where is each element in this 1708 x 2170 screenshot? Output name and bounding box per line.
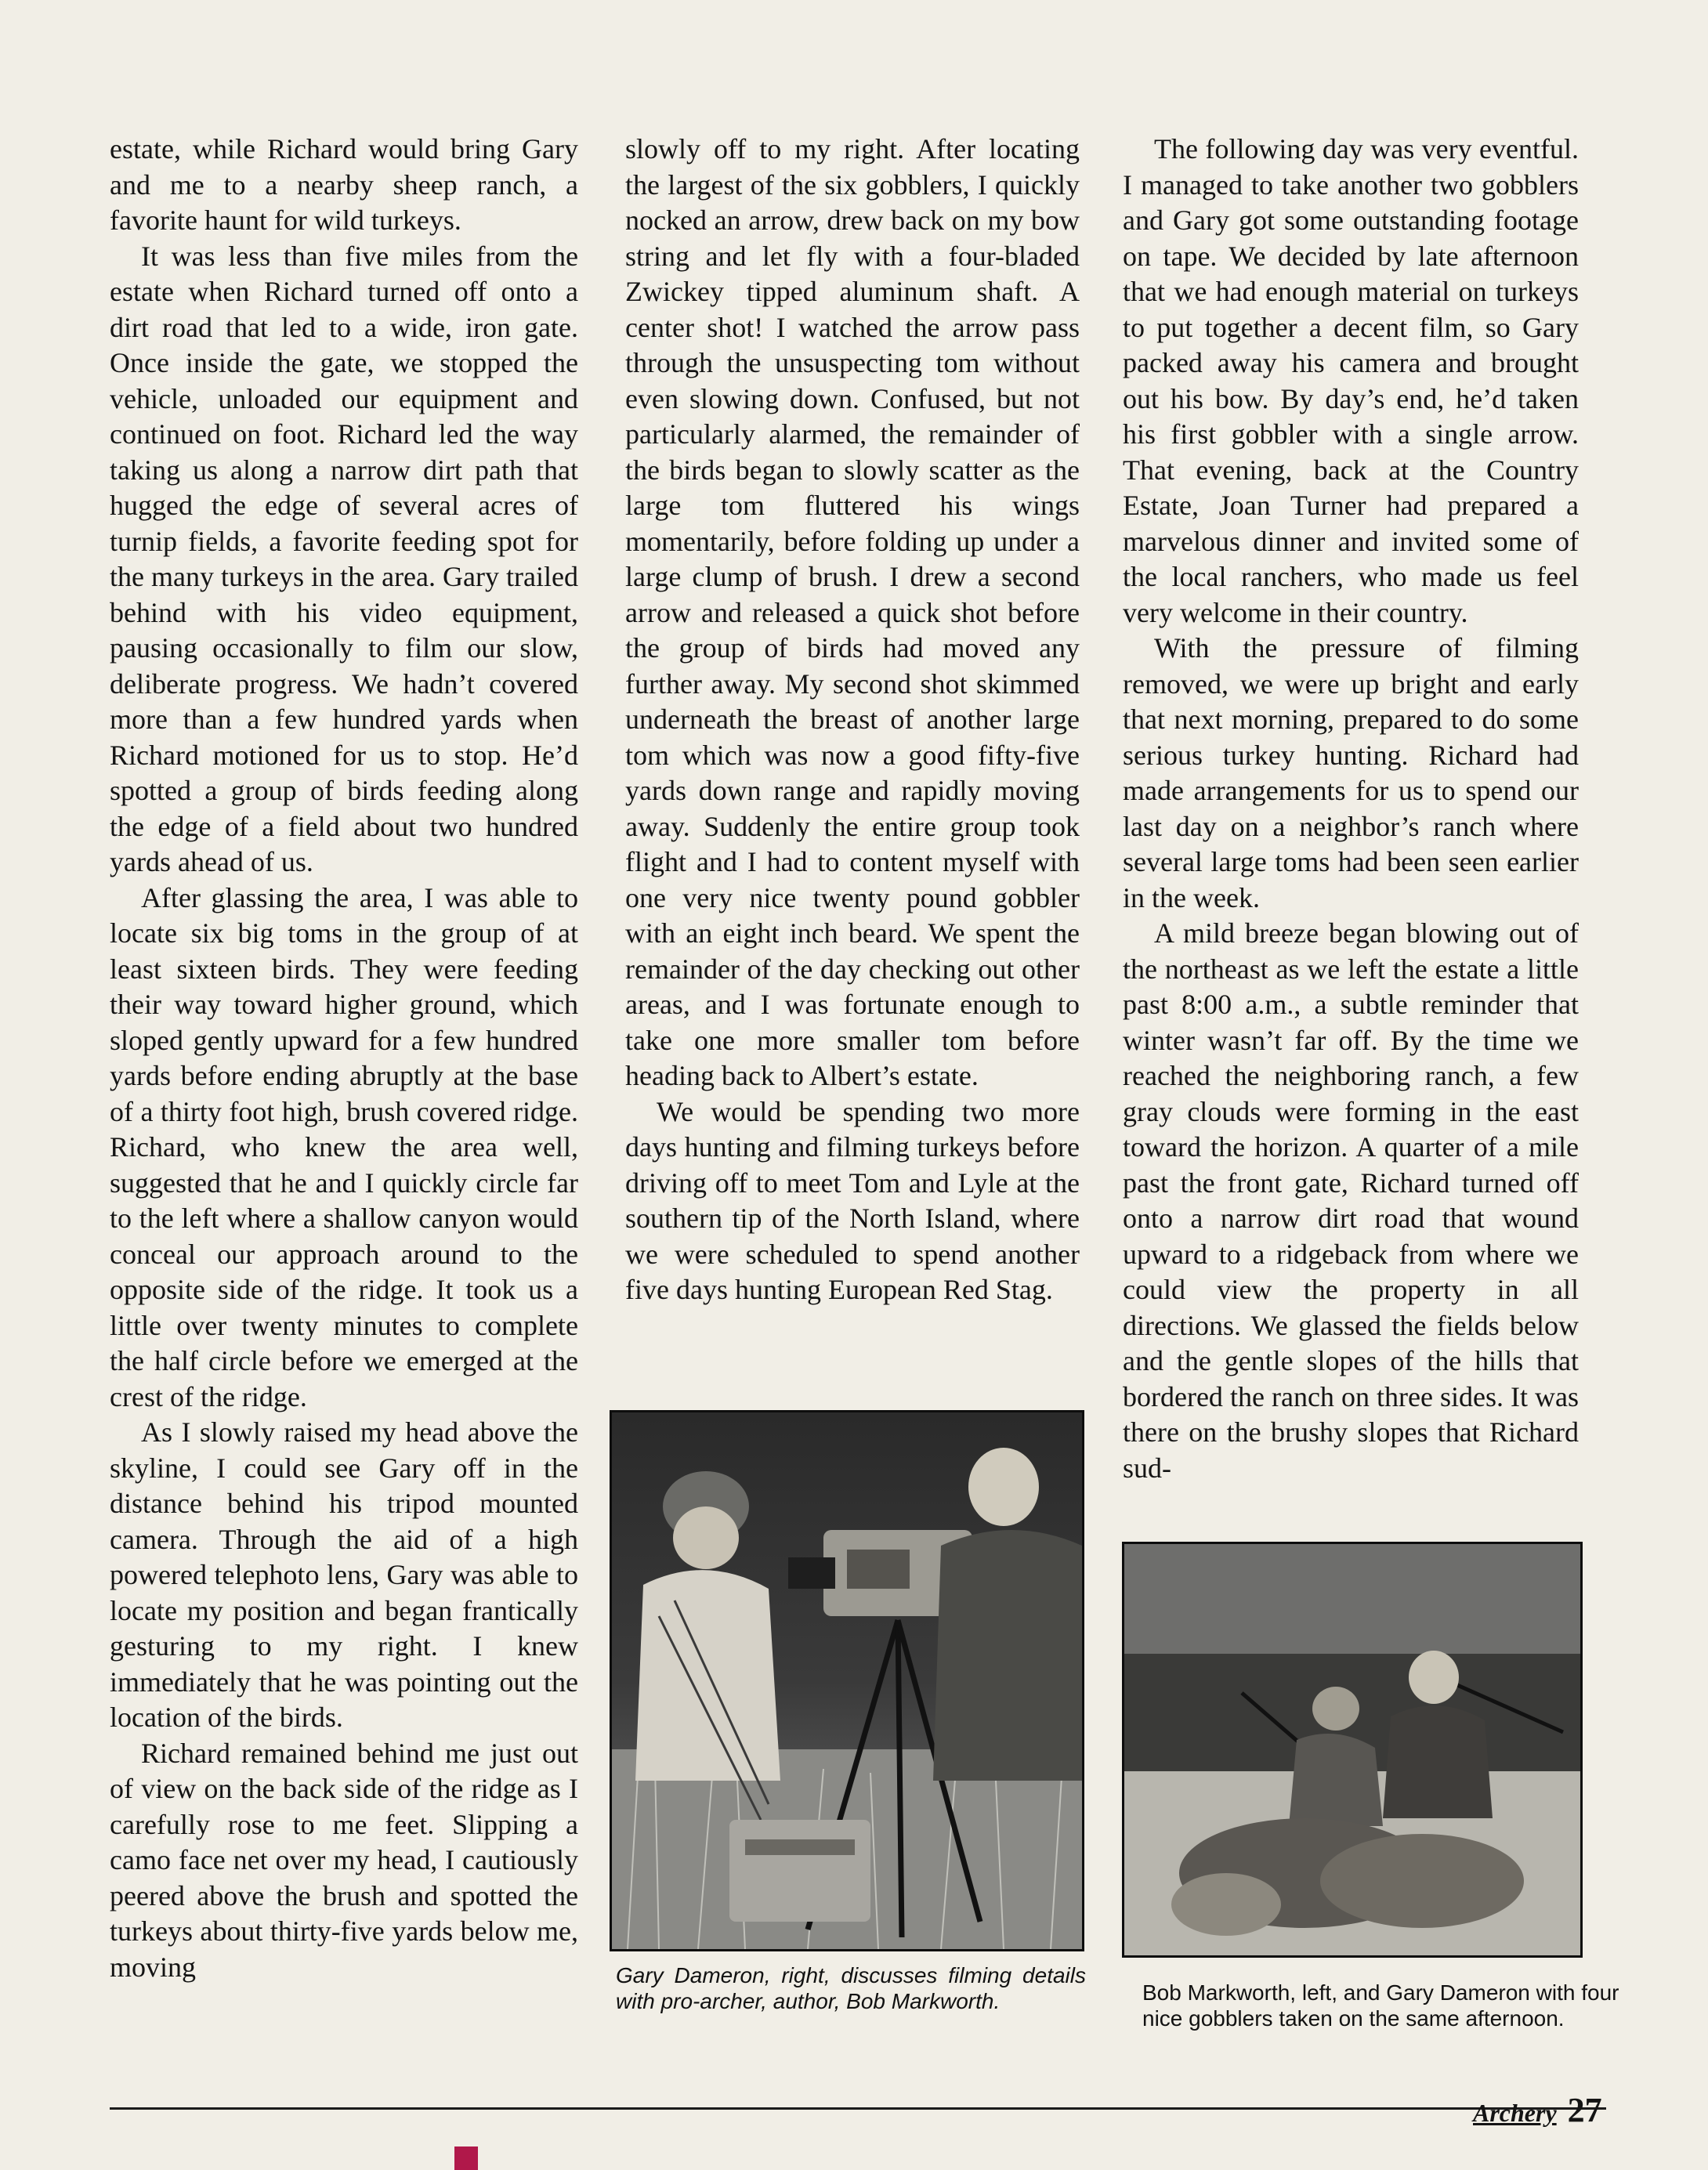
paragraph: A mild breeze began blowing out of the northeast as we left the estate a little past 8:00 a.m., a subtle reminder that winter wasn’t far off. By the time we reached the neighboring ranch, a few gray clouds were forming in the east toward the horizon. A quarter of a mile past the front gate, Richard turned off onto a narrow dirt road that wound upward to a ridgeback from where we could view the property in all directions. We glassed the fields below and the gentle slopes of the hills that bordered the ranch on three sides. It was there on the brushy slopes that Richard sud- xyxy=(1123,917,1579,1484)
paragraph: As I slowly raised my head above the skyline, I could see Gary off in the distance behind his tripod mounted camera. Through the aid of a high powered telephoto lens, Gary was able to locate my position and began frantically gesturing to my right. I knew immediately that he was pointing out the location of the birds. xyxy=(110,1416,578,1733)
page-number: 27 xyxy=(1567,2091,1602,2129)
paragraph: We would be spending two more days hunting and filming turkeys before driving off to meet Tom and Lyle at the southern tip of the North Island, where we were scheduled to spend another five days hunting European Red Stag. xyxy=(625,1095,1080,1305)
paragraph: After glassing the area, I was able to locate six big toms in the group of at least sixteen birds. They were feeding their way toward higher ground, which sloped gently upward for a few hundred yards before ending abruptly at the base of a thirty foot high, brush covered ridge. Richard, who knew the area well, suggested that he and I quickly circle far to the left where a shallow canyon would conceal our approach around to the opposite side of the ridge. It took us a little over twenty minutes to complete the half circle before we emerged at the crest of the ridge. xyxy=(110,881,578,1412)
photo-1-caption: Gary Dameron, right, discusses filming details with pro-archer, author, Bob Markworth. xyxy=(616,1963,1086,2013)
paragraph: slowly off to my right. After locating the largest of the six gobblers, I quickly nocked an arrow, drew back on my bow string and let fly with a four-bladed Zwickey tipped aluminum shaft. A center shot! I watched the arrow pass through the unsuspecting tom without even slowing down. Confused, but not particularly alarmed, the remainder of the birds began to slowly scatter as the large tom fluttered his wings momentarily, before folding up under a large clump of brush. I drew a second arrow and released a quick shot before the group of birds had moved any further away. My second shot skimmed underneath the breast of another large tom which was now a good fifty-five yards down range and rapidly moving away. Suddenly the entire group took flight and I had to content myself with one very nice twenty pound gobbler with an eight inch beard. We spent the remainder of the day checking out other areas, and I was fortunate enough to take one more smaller tom before heading back to Albert’s estate. xyxy=(625,133,1080,1091)
scan-edge-mark xyxy=(454,2146,478,2170)
article-column-1 xyxy=(110,132,578,1985)
article-column-2 xyxy=(625,132,1080,1308)
paragraph: The following day was very eventful. I managed to take another two gobblers and Gary got some outstanding footage on tape. We decided by late afternoon that we had enough material on turkeys to put together a decent film, so Gary packed away his camera and brought out his bow. By day’s end, he’d taken his first gobbler with a single arrow. That evening, back at the Country Estate, Joan Turner had prepared a marvelous dinner and invited some of the local ranchers, who made us feel very welcome in their country. xyxy=(1123,133,1579,628)
paragraph: estate, while Richard would bring Gary and me to a nearby sheep ranch, a favorite haunt for wild turkeys. xyxy=(110,133,578,236)
photo-2-caption: Bob Markworth, left, and Gary Dameron with four nice gobblers taken on the same afternoon. xyxy=(1142,1980,1619,2031)
photo-hunters-illustration xyxy=(1124,1544,1580,1955)
photo-hunters-with-gobblers xyxy=(1122,1542,1583,1958)
paragraph: It was less than five miles from the estate when Richard turned off onto a dirt road that led to a wide, iron gate. Once inside the gate, we stopped the vehicle, unloaded our equipment and continued on foot. Richard led the way taking us along a narrow dirt path that hugged the edge of several acres of turnip fields, a favorite feeding spot for the many turkeys in the area. Gary trailed behind with his video equipment, pausing occasionally to film our slow, deliberate progress. We hadn’t covered more than a few hundred yards when Richard motioned for us to stop. He’d spotted a group of birds feeding along the edge of a field about two hundred yards ahead of us. xyxy=(110,240,578,877)
paragraph: Richard remained behind me just out of view on the back side of the ridge as I carefully rose to me feet. Slipping a camo face net over my head, I cautiously peered above the brush and spotted the turkeys about thirty-five yards below me, moving xyxy=(110,1737,578,1983)
photo-filming-scene xyxy=(610,1410,1084,1951)
paragraph: With the pressure of filming removed, we were up bright and early that next morning, prepared to do some serious turkey hunting. Richard had made arrangements for us to spend our last day on a neighbor’s ranch where several large toms had been seen earlier in the week. xyxy=(1123,632,1579,913)
footer-rule xyxy=(110,2107,1606,2110)
magazine-name: Archery xyxy=(1473,2099,1557,2127)
photo-filming-illustration xyxy=(612,1412,1082,1949)
article-column-3 xyxy=(1123,132,1579,1486)
page-footer xyxy=(1473,2090,1602,2130)
